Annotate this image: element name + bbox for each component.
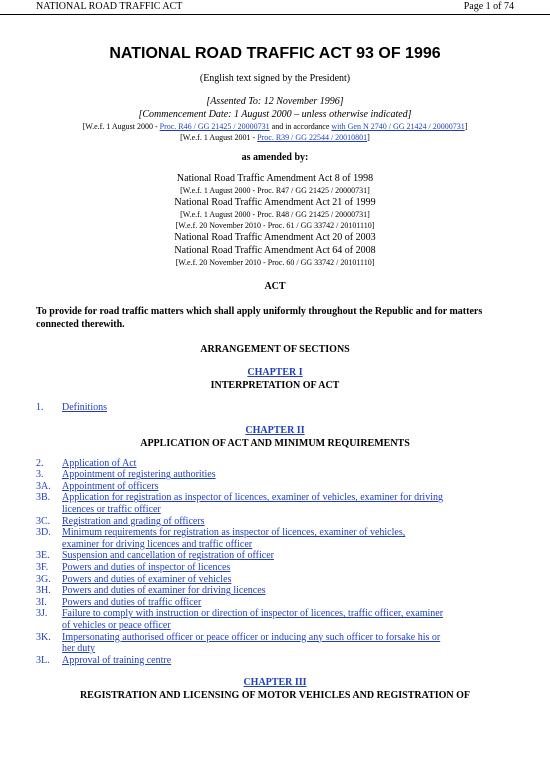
section-link[interactable] xyxy=(36,632,514,655)
section-number: 3F. xyxy=(36,561,49,573)
wef2-suffix: ] xyxy=(367,133,370,142)
section-link[interactable] xyxy=(36,550,514,562)
amendment-act: National Road Traffic Amendment Act 64 of 2008 xyxy=(174,245,376,256)
chapter-3-title: REGISTRATION AND LICENSING OF MOTOR VEHICLES AND REGISTRATION OF xyxy=(79,690,471,702)
section-title: Powers and duties of examiner for driving licences xyxy=(62,585,266,597)
section-number: 3I. xyxy=(36,596,47,608)
document-body xyxy=(36,44,514,702)
section-title: Minimum requirements for registration as inspector of licences, examiner of vehicles, xyxy=(62,527,406,539)
section-title-continued: examiner for driving licences and traffic officer xyxy=(62,538,253,550)
section-link[interactable] xyxy=(36,481,514,493)
amended-by-heading: as amended by: xyxy=(241,152,309,163)
section-title-continued: licences or traffic officer xyxy=(62,503,161,515)
arrangement-heading: ARRANGEMENT OF SECTIONS xyxy=(200,344,350,355)
section-link[interactable] xyxy=(36,655,514,667)
wef1-middle: and in accordance xyxy=(269,122,332,131)
section-title: Failure to comply with instruction or direction of inspector of licences, traffic officer, examiner xyxy=(62,608,444,620)
assented-note: [Assented To: 12 November 1996] xyxy=(206,96,344,107)
section-number: 3H. xyxy=(36,585,51,597)
section-link[interactable] xyxy=(36,492,514,515)
section-link[interactable] xyxy=(36,585,514,597)
amendment-note: [W.e.f. 1 August 2000 - Proc. R48 / GG 21425 / 20000731] xyxy=(180,210,370,219)
chapter-3-link[interactable]: CHAPTER III xyxy=(243,677,307,689)
section-title: Approval of training centre xyxy=(62,654,172,666)
wef-note-2 xyxy=(36,132,514,143)
section-title: Definitions xyxy=(62,402,107,413)
wef-note-1 xyxy=(36,121,514,132)
section-number: 2. xyxy=(36,457,44,469)
section-title-continued: of vehicles or peace officer xyxy=(62,619,171,631)
section-link[interactable] xyxy=(36,574,514,586)
section-link[interactable] xyxy=(36,527,514,550)
section-title: Powers and duties of inspector of licences xyxy=(62,561,231,573)
commencement-note: [Commencement Date: 1 August 2000 – unless otherwise indicated] xyxy=(138,109,412,120)
section-link[interactable] xyxy=(36,562,514,574)
act-heading: ACT xyxy=(264,281,286,292)
amendment-act: National Road Traffic Amendment Act 8 of 1998 xyxy=(176,173,374,184)
section-link[interactable] xyxy=(36,516,514,528)
section-number: 3L. xyxy=(36,654,50,666)
section-number: 3J. xyxy=(36,608,48,620)
gen-n-2740-link[interactable]: with Gen N 2740 / GG 21424 / 20000731 xyxy=(331,122,465,131)
wef1-suffix: ] xyxy=(464,122,468,131)
wef2-prefix: [W.e.f. 1 August 2001 - xyxy=(180,133,258,142)
chapter-1-title: INTERPRETATION OF ACT xyxy=(210,380,340,391)
section-number: 3. xyxy=(36,469,44,481)
section-link[interactable] xyxy=(36,597,514,609)
signed-note: (English text signed by the President) xyxy=(199,73,351,84)
section-number: 1. xyxy=(36,402,44,413)
proc-r39-link[interactable]: Proc. R39 / GG 22544 / 20010801 xyxy=(257,133,368,142)
section-number: 3C. xyxy=(36,515,51,527)
purpose-statement: To provide for road traffic matters which shall apply uniformly throughout the Republic and for matters connected therewith. xyxy=(36,306,483,330)
section-title: Application of Act xyxy=(62,457,137,469)
section-title: Powers and duties of examiner of vehicles xyxy=(62,573,232,585)
amendment-act: National Road Traffic Amendment Act 20 of 2003 xyxy=(174,232,376,243)
section-number: 3E. xyxy=(36,550,50,562)
amendment-act: National Road Traffic Amendment Act 21 of 1999 xyxy=(174,197,376,208)
section-title: Impersonating authorised officer or peace officer or inducing any such officer to forsake his or xyxy=(62,631,441,643)
chapter-1-sections xyxy=(36,402,514,414)
section-title: Suspension and cancellation of registration of officer xyxy=(62,550,274,562)
section-link[interactable] xyxy=(36,458,514,470)
page-header xyxy=(0,0,550,15)
amendment-note: [W.e.f. 20 November 2010 - Proc. 61 / GG 33742 / 20101110] xyxy=(175,221,375,230)
section-link[interactable] xyxy=(36,402,514,414)
header-act-name: NATIONAL ROAD TRAFFIC ACT xyxy=(36,1,183,12)
section-link[interactable] xyxy=(36,469,514,481)
amendment-note: [W.e.f. 20 November 2010 - Proc. 60 / GG 33742 / 20101110] xyxy=(175,258,375,267)
header-page-number: Page 1 of 74 xyxy=(463,1,514,12)
chapter-1-link[interactable]: CHAPTER I xyxy=(247,367,303,378)
section-title-continued: her duty xyxy=(62,643,96,655)
amendment-note: [W.e.f. 1 August 2000 - Proc. R47 / GG 21425 / 20000731] xyxy=(180,186,370,195)
section-link[interactable] xyxy=(36,608,514,631)
document-title: NATIONAL ROAD TRAFFIC ACT 93 OF 1996 xyxy=(109,45,441,62)
section-title: Application for registration as inspector of licences, examiner of vehicles, examiner for driving xyxy=(62,492,443,504)
section-number: 3G. xyxy=(36,573,51,585)
section-number: 3K. xyxy=(36,631,51,643)
wef1-prefix: [W.e.f. 1 August 2000 - xyxy=(82,122,160,131)
chapter-2-sections xyxy=(36,458,514,667)
chapter-2-link[interactable]: CHAPTER II xyxy=(245,424,305,436)
chapter-2-title: APPLICATION OF ACT AND MINIMUM REQUIREMENTS xyxy=(140,437,410,449)
section-number: 3D. xyxy=(36,527,51,539)
amendments-list xyxy=(36,172,514,268)
section-title: Appointment of officers xyxy=(62,480,159,492)
proc-r46-link[interactable]: Proc. R46 / GG 21425 / 20000731 xyxy=(159,122,270,131)
section-number: 3A. xyxy=(36,480,51,492)
section-title: Registration and grading of officers xyxy=(62,515,205,527)
section-number: 3B. xyxy=(36,492,51,504)
section-title: Appointment of registering authorities xyxy=(62,469,216,481)
section-title: Powers and duties of traffic officer xyxy=(62,596,202,608)
